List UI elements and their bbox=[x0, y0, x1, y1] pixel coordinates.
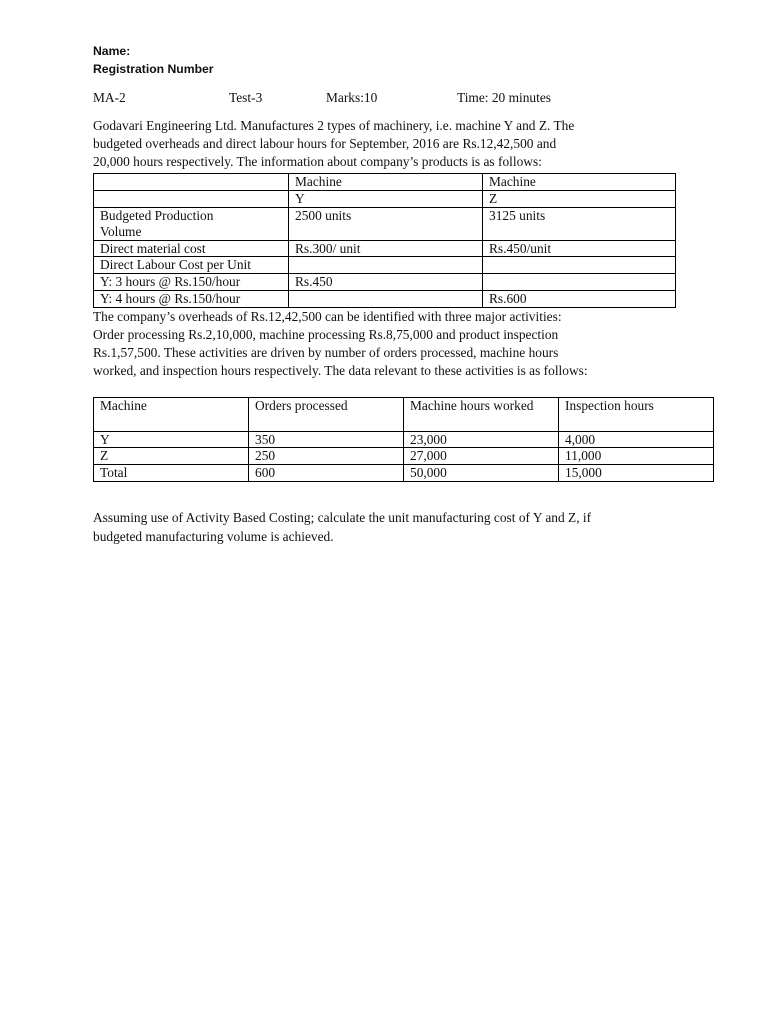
course-code: MA-2 bbox=[93, 90, 126, 105]
table-row bbox=[94, 431, 714, 448]
table-cell: Rs.450 bbox=[289, 274, 483, 291]
time-limit: Time: 20 minutes bbox=[457, 90, 551, 105]
table-row bbox=[94, 448, 714, 465]
table-cell: 23,000 bbox=[404, 431, 559, 448]
table-cell: Rs.600 bbox=[483, 290, 676, 307]
table-row bbox=[94, 174, 676, 191]
product-cost-table bbox=[93, 173, 676, 307]
table-cell: Z bbox=[94, 448, 249, 465]
table-cell bbox=[483, 257, 676, 274]
table-row bbox=[94, 240, 676, 257]
table-cell: 50,000 bbox=[404, 465, 559, 482]
table-row bbox=[94, 465, 714, 482]
column-header: Inspection hours bbox=[559, 397, 714, 431]
column-header: Orders processed bbox=[249, 397, 404, 431]
table-cell: Z bbox=[483, 191, 676, 208]
table-cell: Rs.450/unit bbox=[483, 240, 676, 257]
table-cell: 15,000 bbox=[559, 465, 714, 482]
table-cell bbox=[289, 257, 483, 274]
activities-line: Rs.1,57,500. These activities are driven by number of orders processed, machine hours bbox=[93, 345, 559, 361]
table-row bbox=[94, 257, 676, 274]
activity-data-table bbox=[93, 397, 714, 482]
test-number: Test-3 bbox=[229, 90, 263, 105]
exam-meta-line bbox=[93, 89, 713, 107]
column-header: Machine bbox=[94, 397, 249, 431]
activities-line: The company’s overheads of Rs.12,42,500 can be identified with three major activities: bbox=[93, 308, 562, 324]
activities-line: Order processing Rs.2,10,000, machine processing Rs.8,75,000 and product inspection bbox=[93, 326, 559, 342]
table-cell: 600 bbox=[249, 465, 404, 482]
name-label: Name: bbox=[93, 44, 131, 58]
table-header-row bbox=[94, 397, 714, 431]
table-cell: Rs.300/ unit bbox=[289, 240, 483, 257]
table-row bbox=[94, 290, 676, 307]
intro-line: 20,000 hours respectively. The information about company’s products is as follows: bbox=[93, 153, 542, 169]
table-cell: Y: 3 hours @ Rs.150/hour bbox=[94, 274, 289, 291]
table-cell: Direct Labour Cost per Unit bbox=[94, 257, 289, 274]
table-cell: 11,000 bbox=[559, 448, 714, 465]
table-row bbox=[94, 207, 676, 240]
marks: Marks:10 bbox=[326, 90, 378, 105]
table-cell: 3125 units bbox=[483, 207, 676, 240]
question-paragraph bbox=[93, 509, 713, 547]
activities-line: worked, and inspection hours respectively. The data relevant to these activities is as follows: bbox=[93, 363, 588, 379]
table-cell: 27,000 bbox=[404, 448, 559, 465]
document-page bbox=[93, 42, 713, 547]
registration-number-label: Registration Number bbox=[93, 62, 214, 76]
table-cell: Total bbox=[94, 465, 249, 482]
table-cell bbox=[483, 274, 676, 291]
table-cell bbox=[94, 191, 289, 208]
question-line: budgeted manufacturing volume is achieved. bbox=[93, 528, 334, 544]
table-cell: Y: 4 hours @ Rs.150/hour bbox=[94, 290, 289, 307]
table-cell bbox=[94, 174, 289, 191]
intro-line: Godavari Engineering Ltd. Manufactures 2 types of machinery, i.e. machine Y and Z. The bbox=[93, 118, 575, 133]
table-cell bbox=[289, 290, 483, 307]
table-cell: Y bbox=[289, 191, 483, 208]
table-cell: 4,000 bbox=[559, 431, 714, 448]
table-cell: Budgeted Production Volume bbox=[94, 207, 289, 240]
activities-paragraph bbox=[93, 308, 713, 381]
table-cell: Machine bbox=[483, 174, 676, 191]
table-cell: Y bbox=[94, 431, 249, 448]
table-row bbox=[94, 191, 676, 208]
intro-line: budgeted overheads and direct labour hours for September, 2016 are Rs.12,42,500 and bbox=[93, 135, 557, 151]
table-cell: 2500 units bbox=[289, 207, 483, 240]
table-cell: Machine bbox=[289, 174, 483, 191]
table-cell: 350 bbox=[249, 431, 404, 448]
question-line: Assuming use of Activity Based Costing; calculate the unit manufacturing cost of Y and Z, if bbox=[93, 509, 592, 525]
intro-paragraph bbox=[93, 117, 713, 170]
table-row bbox=[94, 274, 676, 291]
table-cell: 250 bbox=[249, 448, 404, 465]
table-cell: Direct material cost bbox=[94, 240, 289, 257]
column-header: Machine hours worked bbox=[404, 397, 559, 431]
